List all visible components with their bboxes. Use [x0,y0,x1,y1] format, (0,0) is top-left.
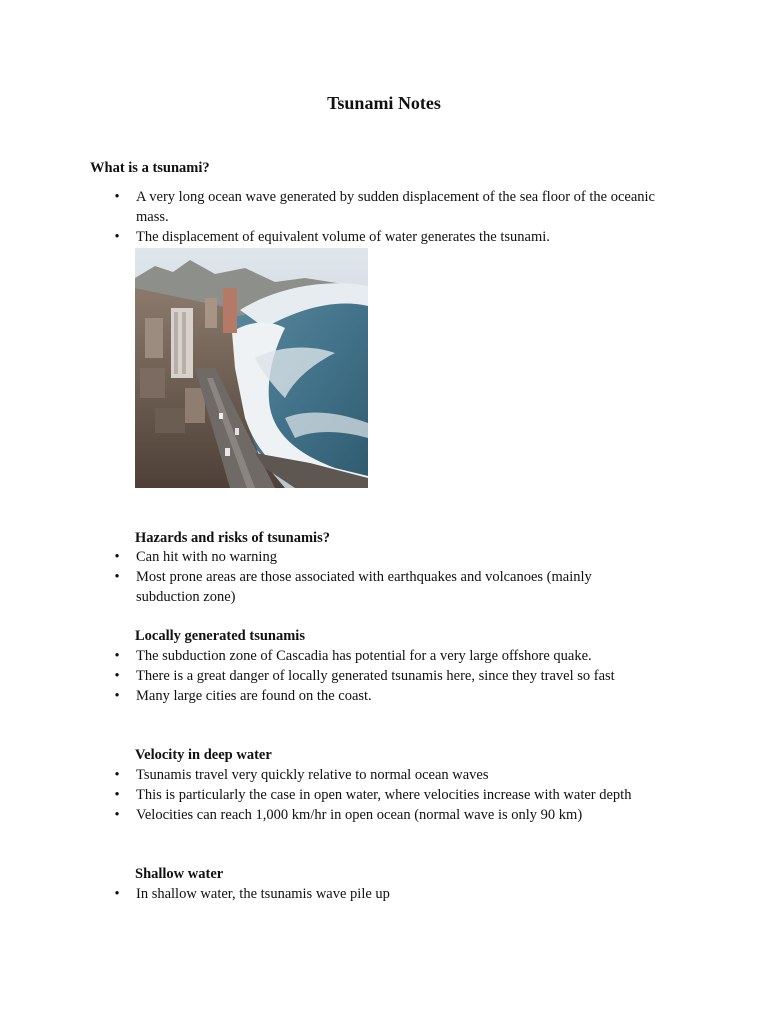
bullet-icon: • [114,668,120,684]
tsunami-photo [135,248,368,488]
bullet-list-local [111,646,711,706]
list-item: • A very long ocean wave generated by sudden displacement of the sea floor of the oceanic mass. [111,187,691,227]
list-item: • The displacement of equivalent volume of water generates the tsunami. [111,227,691,247]
bullet-list-shallow [111,884,631,904]
bullet-list-velocity [111,765,731,825]
tsunami-image [135,248,368,488]
bullet-icon: • [114,648,120,664]
list-item: • Tsunamis travel very quickly relative to normal ocean waves [111,765,731,785]
bullet-icon: • [114,886,120,902]
section-heading-local: Locally generated tsunamis [135,628,305,644]
bullet-list-hazards [111,547,631,607]
list-item: • The subduction zone of Cascadia has potential for a very large offshore quake. [111,646,711,666]
list-item: • Can hit with no warning [111,547,631,567]
page-title: Tsunami Notes [327,93,441,113]
bullet-icon: • [114,767,120,783]
section-heading-velocity: Velocity in deep water [135,747,272,763]
list-item: • In shallow water, the tsunamis wave pile up [111,884,631,904]
bullet-icon: • [114,807,120,823]
bullet-icon: • [114,787,120,803]
bullet-icon: • [114,688,120,704]
section-heading-shallow: Shallow water [135,866,224,882]
bullet-icon: • [114,549,120,565]
bullet-list-what-is [111,187,691,247]
bullet-icon: • [114,569,120,585]
bullet-icon: • [114,189,120,205]
list-item: • This is particularly the case in open water, where velocities increase with water depth [111,785,731,805]
bullet-icon: • [114,229,120,245]
list-item: • Velocities can reach 1,000 km/hr in open ocean (normal wave is only 90 km) [111,805,731,825]
section-heading-hazards: Hazards and risks of tsunamis? [135,530,330,546]
list-item: • Many large cities are found on the coast. [111,686,711,706]
list-item: • There is a great danger of locally generated tsunamis here, since they travel so fast [111,666,711,686]
list-item: • Most prone areas are those associated with earthquakes and volcanoes (mainly subduction zone) [111,567,631,607]
section-heading-what-is: What is a tsunami? [90,160,210,176]
